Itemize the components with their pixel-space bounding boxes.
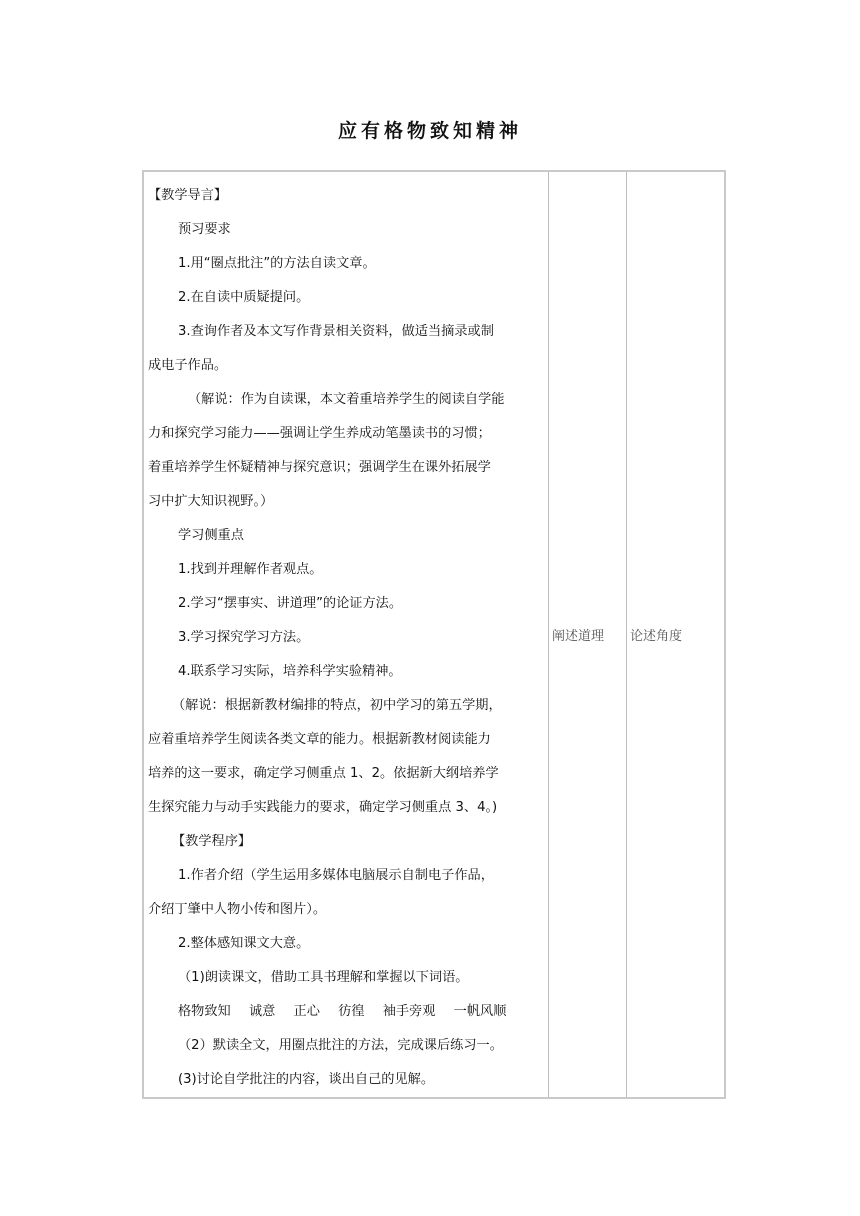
text-line: 3.学习探究学习方法。 — [178, 630, 310, 645]
text-line: 着重培养学生怀疑精神与探究意识；强调学生在课外拓展学 — [148, 460, 491, 475]
text-line: 1.用“圈点批注”的方法自读文章。 — [178, 256, 376, 271]
text-line: 1.作者介绍（学生运用多媒体电脑展示自制电子作品， — [178, 868, 494, 883]
section-heading-procedure: 【教学程序】 — [172, 834, 252, 849]
text-line: （解说：作为自读课，本文着重培养学生的阅读自学能 — [188, 392, 505, 407]
text-line: 成电子作品。 — [148, 358, 228, 373]
text-line: 应着重培养学生阅读各类文章的能力。根据新教材阅读能力 — [148, 732, 491, 747]
vocab-word: 诚意 — [248, 1004, 276, 1019]
text-line: 培养的这一要求，确定学习侧重点 1、2。依据新大纲培养学 — [148, 766, 499, 781]
table-row — [143, 171, 725, 1098]
text-line: (3)讨论自学批注的内容，谈出自己的见解。 — [178, 1072, 435, 1087]
document-title: 应有格物致知精神 — [337, 120, 522, 142]
vocab-word: 格物致知 — [178, 1004, 231, 1019]
text-line: 3.查询作者及本文写作背景相关资料，做适当摘录或制 — [178, 324, 494, 339]
text-line: 1.找到并理解作者观点。 — [178, 562, 323, 577]
text-line: （解说：根据新教材编排的特点，初中学习的第五学期， — [172, 698, 502, 713]
vocab-word: 一帆风顺 — [453, 1004, 507, 1019]
text-line: 介绍丁肇中人物小传和图片）。 — [148, 902, 327, 917]
side-cell-reasoning: 阐述道理 — [549, 171, 627, 1098]
text-line: 习中扩大知识视野。） — [148, 494, 274, 509]
subheading-focus: 学习侧重点 — [178, 528, 244, 543]
text-line: （1)朗读课文，借助工具书理解和掌握以下词语。 — [178, 970, 469, 985]
text-line: 2.在自读中质疑提问。 — [178, 290, 310, 305]
vocab-word: 正心 — [293, 1004, 320, 1019]
text-line: （2）默读全文，用圈点批注的方法，完成课后练习一。 — [178, 1038, 503, 1053]
lesson-table — [142, 170, 726, 1099]
text-line: 4.联系学习实际，培养科学实验精神。 — [178, 664, 402, 679]
section-heading-intro: 【教学导言】 — [148, 188, 228, 203]
vocab-list — [148, 995, 546, 1029]
lesson-content-cell — [143, 171, 549, 1098]
text-line: 2.整体感知课文大意。 — [178, 936, 310, 951]
text-line: 2.学习“摆事实、讲道理”的论证方法。 — [178, 596, 403, 611]
text-line: 生探究能力与动手实践能力的要求，确定学习侧重点 3、4。) — [148, 800, 498, 815]
side-cell-angle: 论述角度 — [627, 171, 726, 1098]
text-line: 力和探究学习能力——强调让学生养成动笔墨读书的习惯； — [148, 426, 491, 441]
vocab-word: 袖手旁观 — [382, 1004, 436, 1019]
vocab-word: 彷徨 — [338, 1004, 365, 1019]
subheading-preview: 预习要求 — [178, 222, 231, 237]
